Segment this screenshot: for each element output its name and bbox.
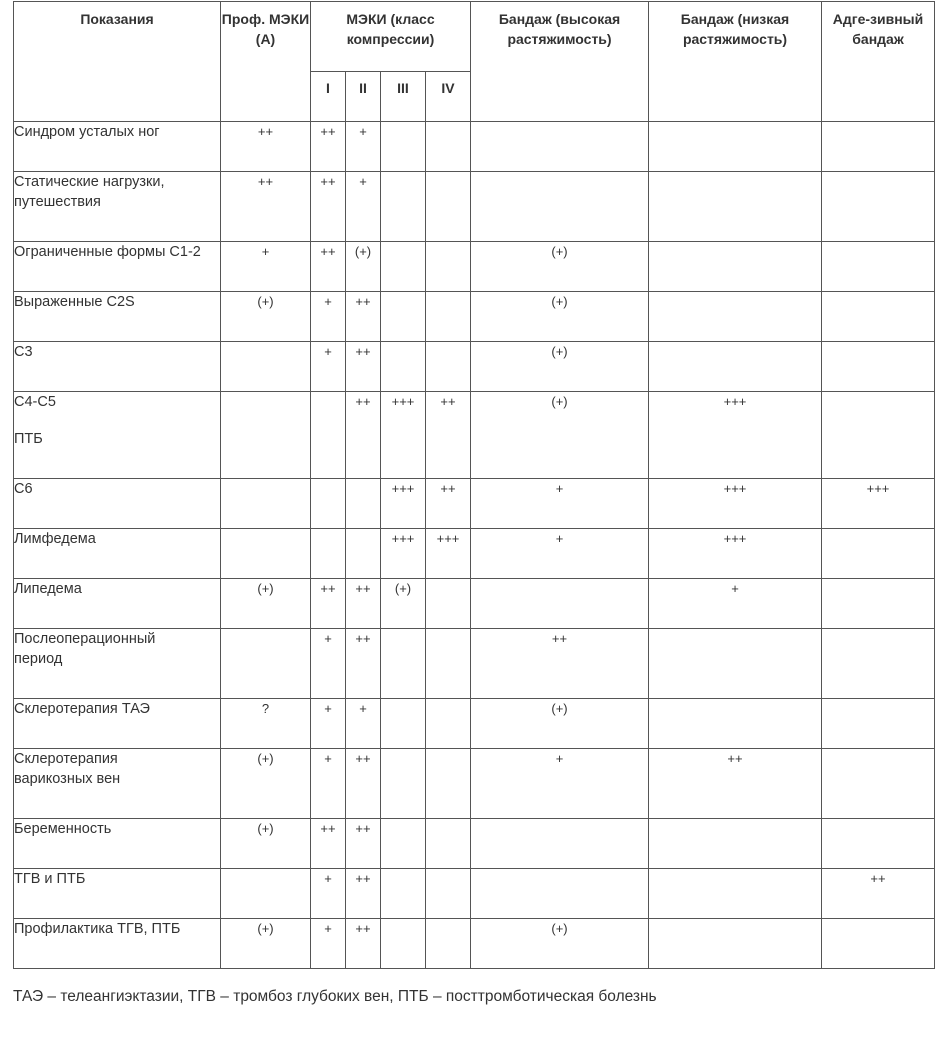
table-row: [14, 122, 935, 172]
cell-meki-i: +: [311, 869, 346, 919]
cell-bandage-low: [649, 242, 822, 292]
cell-meki-ii: [346, 529, 381, 579]
table-row: [14, 242, 935, 292]
cell-meki-i: ++: [311, 242, 346, 292]
cell-meki-ii: ++: [346, 292, 381, 342]
cell-meki-ii: [346, 479, 381, 529]
cell-meki-iii: (+): [381, 579, 426, 629]
cell-meki-iv: +++: [426, 529, 471, 579]
header-meki-class-iii: III: [381, 72, 426, 122]
cell-meki-i: +: [311, 629, 346, 699]
cell-prof-meki: [221, 392, 311, 479]
cell-meki-ii: ++: [346, 579, 381, 629]
cell-meki-iii: [381, 699, 426, 749]
cell-prof-meki: ?: [221, 699, 311, 749]
row-indication: [14, 122, 221, 172]
cell-meki-iii: +++: [381, 479, 426, 529]
table-row: [14, 819, 935, 869]
cell-bandage-low: [649, 292, 822, 342]
cell-meki-iii: [381, 819, 426, 869]
cell-bandage-low: [649, 172, 822, 242]
cell-bandage-high: [471, 122, 649, 172]
cell-meki-i: ++: [311, 819, 346, 869]
row-indication-line: ТГВ и ПТБ: [14, 871, 86, 887]
cell-bandage-low: +++: [649, 479, 822, 529]
cell-meki-iii: [381, 172, 426, 242]
cell-bandage-low: +++: [649, 529, 822, 579]
cell-bandage-low: [649, 819, 822, 869]
header-meki-class-iv: IV: [426, 72, 471, 122]
table-row: [14, 919, 935, 969]
cell-meki-iii: [381, 242, 426, 292]
cell-bandage-low: [649, 699, 822, 749]
cell-prof-meki: [221, 629, 311, 699]
cell-bandage-high: +: [471, 479, 649, 529]
cell-meki-i: +: [311, 292, 346, 342]
cell-meki-iv: [426, 242, 471, 292]
cell-prof-meki: +: [221, 242, 311, 292]
cell-meki-i: +: [311, 342, 346, 392]
row-indication-line: С3: [14, 344, 33, 360]
cell-prof-meki: (+): [221, 919, 311, 969]
cell-meki-iii: [381, 342, 426, 392]
cell-prof-meki: [221, 529, 311, 579]
cell-prof-meki: ++: [221, 122, 311, 172]
row-indication-spacer: [14, 412, 220, 429]
cell-adhesive: [822, 749, 935, 819]
row-indication-line: Выраженные C2S: [14, 294, 135, 310]
cell-meki-iv: [426, 629, 471, 699]
cell-meki-iv: [426, 869, 471, 919]
cell-bandage-high: +: [471, 529, 649, 579]
table-row: [14, 342, 935, 392]
cell-bandage-high: (+): [471, 342, 649, 392]
table-row: [14, 629, 935, 699]
row-indication: [14, 629, 221, 699]
cell-prof-meki: [221, 479, 311, 529]
row-indication-line: ПТБ: [14, 431, 43, 447]
cell-bandage-low: [649, 919, 822, 969]
cell-meki-iii: [381, 122, 426, 172]
cell-bandage-low: [649, 342, 822, 392]
cell-meki-ii: +: [346, 172, 381, 242]
row-indication-line: Склеротерапия: [14, 751, 118, 767]
row-indication: [14, 819, 221, 869]
cell-adhesive: +++: [822, 479, 935, 529]
cell-bandage-high: [471, 172, 649, 242]
cell-bandage-low: [649, 122, 822, 172]
cell-bandage-high: (+): [471, 699, 649, 749]
header-prof-meki: Проф. МЭКИ (А): [221, 2, 311, 122]
table-row: [14, 479, 935, 529]
row-indication-line: Статические нагрузки,: [14, 174, 165, 190]
row-indication-line: Профилактика ТГВ, ПТБ: [14, 921, 181, 937]
cell-adhesive: [822, 392, 935, 479]
row-indication: [14, 869, 221, 919]
cell-adhesive: [822, 342, 935, 392]
cell-meki-iii: [381, 292, 426, 342]
cell-bandage-high: (+): [471, 242, 649, 292]
cell-meki-iv: [426, 699, 471, 749]
row-indication-line: путешествия: [14, 194, 101, 210]
row-indication: [14, 292, 221, 342]
cell-meki-iii: [381, 869, 426, 919]
header-meki-class-ii: II: [346, 72, 381, 122]
cell-meki-i: +: [311, 919, 346, 969]
cell-meki-iv: [426, 819, 471, 869]
cell-meki-iii: [381, 629, 426, 699]
row-indication-line: Ограниченные формы С1-2: [14, 244, 201, 260]
cell-meki-iv: [426, 579, 471, 629]
table-row: [14, 292, 935, 342]
row-indication: [14, 172, 221, 242]
cell-prof-meki: [221, 869, 311, 919]
row-indication: [14, 479, 221, 529]
cell-bandage-high: (+): [471, 919, 649, 969]
header-bandage-low: Бандаж (низкая растяжимость): [649, 2, 822, 122]
row-indication-line: период: [14, 651, 63, 667]
cell-meki-i: +: [311, 749, 346, 819]
cell-adhesive: ++: [822, 869, 935, 919]
cell-meki-iv: [426, 122, 471, 172]
cell-meki-iv: ++: [426, 479, 471, 529]
cell-bandage-high: +: [471, 749, 649, 819]
cell-meki-ii: +: [346, 122, 381, 172]
cell-meki-iv: [426, 342, 471, 392]
cell-adhesive: [822, 529, 935, 579]
header-indication: Показания: [14, 2, 221, 122]
table-row: [14, 869, 935, 919]
row-indication: [14, 919, 221, 969]
cell-meki-ii: ++: [346, 749, 381, 819]
cell-meki-iv: [426, 172, 471, 242]
row-indication-line: С4-С5: [14, 394, 56, 410]
cell-meki-i: [311, 392, 346, 479]
cell-prof-meki: ++: [221, 172, 311, 242]
cell-meki-iv: [426, 292, 471, 342]
cell-adhesive: [822, 172, 935, 242]
header-bandage-high: Бандаж (высокая растяжимость): [471, 2, 649, 122]
cell-prof-meki: [221, 342, 311, 392]
cell-adhesive: [822, 629, 935, 699]
cell-meki-i: [311, 529, 346, 579]
row-indication-line: варикозных вен: [14, 771, 121, 787]
cell-bandage-high: [471, 579, 649, 629]
cell-adhesive: [822, 242, 935, 292]
cell-meki-ii: ++: [346, 919, 381, 969]
table-row: [14, 699, 935, 749]
cell-meki-i: ++: [311, 579, 346, 629]
cell-bandage-high: (+): [471, 292, 649, 342]
cell-prof-meki: (+): [221, 749, 311, 819]
row-indication-line: Послеоперационный: [14, 631, 156, 647]
footnote: ТАЭ – телеангиэктазии, ТГВ – тромбоз глубоких вен, ПТБ – посттромботическая болезнь: [13, 988, 657, 1005]
row-indication-line: Беременность: [14, 821, 112, 837]
cell-meki-iv: [426, 919, 471, 969]
indications-table: [13, 1, 935, 969]
row-indication-line: С6: [14, 481, 33, 497]
cell-bandage-high: [471, 819, 649, 869]
cell-meki-i: [311, 479, 346, 529]
header-meki-class: МЭКИ (класс компрессии): [311, 2, 471, 72]
row-indication: [14, 699, 221, 749]
cell-adhesive: [822, 819, 935, 869]
row-indication: [14, 342, 221, 392]
cell-meki-iv: [426, 749, 471, 819]
cell-meki-i: +: [311, 699, 346, 749]
table-row: [14, 529, 935, 579]
cell-meki-ii: +: [346, 699, 381, 749]
table-row: [14, 392, 935, 479]
cell-bandage-high: (+): [471, 392, 649, 479]
table-row: [14, 172, 935, 242]
cell-adhesive: [822, 292, 935, 342]
cell-meki-ii: ++: [346, 819, 381, 869]
cell-prof-meki: (+): [221, 819, 311, 869]
cell-bandage-low: ++: [649, 749, 822, 819]
cell-meki-ii: ++: [346, 629, 381, 699]
cell-adhesive: [822, 919, 935, 969]
row-indication-line: Синдром усталых ног: [14, 124, 160, 140]
table-row: [14, 579, 935, 629]
cell-bandage-high: [471, 869, 649, 919]
cell-meki-ii: (+): [346, 242, 381, 292]
cell-bandage-low: +: [649, 579, 822, 629]
row-indication: [14, 579, 221, 629]
cell-meki-ii: ++: [346, 869, 381, 919]
cell-adhesive: [822, 699, 935, 749]
row-indication-line: Склеротерапия ТАЭ: [14, 701, 150, 717]
table-header: [14, 2, 935, 122]
cell-meki-iii: [381, 919, 426, 969]
row-indication-line: Лимфедема: [14, 531, 96, 547]
cell-meki-ii: ++: [346, 342, 381, 392]
cell-meki-iii: +++: [381, 392, 426, 479]
row-indication: [14, 749, 221, 819]
cell-meki-iii: +++: [381, 529, 426, 579]
header-adhesive-bandage: Адге-зивный бандаж: [822, 2, 935, 122]
cell-prof-meki: (+): [221, 292, 311, 342]
header-meki-class-i: I: [311, 72, 346, 122]
table-row: [14, 749, 935, 819]
cell-adhesive: [822, 579, 935, 629]
cell-prof-meki: (+): [221, 579, 311, 629]
cell-bandage-low: [649, 629, 822, 699]
cell-bandage-low: [649, 869, 822, 919]
cell-meki-i: ++: [311, 172, 346, 242]
cell-meki-i: ++: [311, 122, 346, 172]
row-indication-line: Липедема: [14, 581, 82, 597]
cell-meki-iii: [381, 749, 426, 819]
cell-bandage-high: ++: [471, 629, 649, 699]
row-indication: [14, 392, 221, 479]
row-indication: [14, 242, 221, 292]
cell-adhesive: [822, 122, 935, 172]
row-indication: [14, 529, 221, 579]
cell-bandage-low: +++: [649, 392, 822, 479]
cell-meki-iv: ++: [426, 392, 471, 479]
table-body: [14, 122, 935, 969]
cell-meki-ii: ++: [346, 392, 381, 479]
